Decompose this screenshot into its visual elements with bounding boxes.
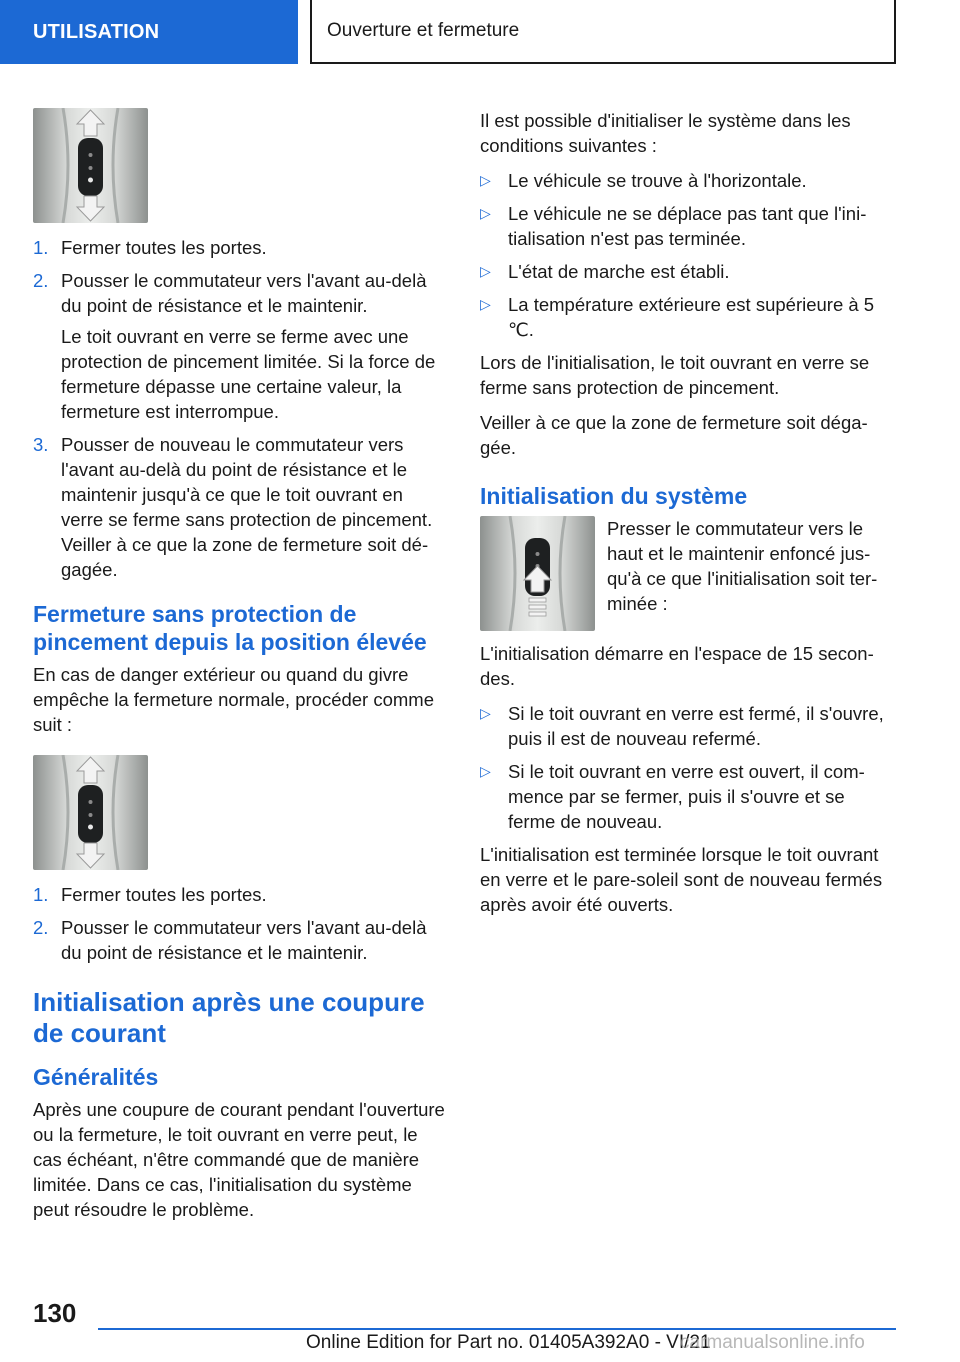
watermark-text: carmanualsonline.info [680,1332,865,1353]
list-item [480,292,894,342]
section-tab [0,0,298,64]
right-column [480,108,894,927]
list-item [33,268,447,424]
page-number: 130 [33,1298,77,1328]
step-number: 1. [33,884,49,905]
bullet-icon: ▷ [480,705,491,721]
bullet-text: Le véhicule ne se déplace pas tant que l'initialisation n'est pas terminée. [508,203,867,249]
left-column [33,108,447,1232]
bullet-text: Le véhicule se trouve à l'horizontale. [508,170,807,191]
list-item [480,201,894,251]
chapter-header [310,0,896,64]
switch-push-up-illustration [480,516,595,631]
bullet-icon: ▷ [480,296,491,312]
main-heading: Initialisation après une coupure de courant [33,987,425,1048]
section-heading: Initialisation du système [480,483,748,509]
bullet-icon: ▷ [480,263,491,279]
chapter-title: Ouverture et fermeture [327,20,520,41]
paragraph: Veiller à ce que la zone de fermeture soit dégagée. [480,412,868,458]
edition-text: Online Edition for Part no. 01405A392A0 - VI/21 [306,1332,711,1353]
list-item [33,235,447,260]
closing-steps-no-protection [33,882,447,965]
list-item [33,882,447,907]
closing-steps [33,235,447,582]
list-item [480,259,894,284]
paragraph: En cas de danger extérieur ou quand du givre empêche la fermeture normale, procéder comme suit : [33,664,435,735]
step-text: Pousser le commutateur vers l'avant au-delà du point de résistance et le maintenir. [61,270,427,316]
section-title: UTILISATION [33,20,160,43]
list-item [480,168,894,193]
bullet-text: La température extérieure est supérieure à 5 ℃. [508,294,875,340]
list-item [33,915,447,965]
bullet-text: Si le toit ouvrant en verre est fermé, il s'ouvre, puis il est de nouveau refermé. [508,703,884,749]
step-text: Pousser le commutateur vers l'avant au-delà du point de résistance et le maintenir. [61,917,427,963]
switch-push-forward-illustration [33,108,148,223]
step-text: Pousser de nouveau le commutateur vers l'avant au-delà du point de résistance et le maintenir jusqu'à ce que le toit ouvrant en verre se ferme sans protection de pincement. Veiller à ce que la zone de fermeture soit dégagée. [61,434,433,580]
list-item [33,432,447,582]
conditions-list [480,168,894,342]
step-text: Fermer toutes les portes. [61,884,267,905]
step-number: 2. [33,917,49,938]
section-heading: Fermeture sans protection de pincement depuis la position élevée [33,601,427,655]
figure-with-caption [480,516,894,631]
bullet-text: Si le toit ouvrant en verre est ouvert, il commence par se fermer, puis il s'ouvre et se ferme de nouveau. [508,761,865,832]
switch-push-forward-illustration [33,755,148,870]
initialisation-behaviour-list [480,701,894,834]
list-item [480,701,894,751]
step-note: Le toit ouvrant en verre se ferme avec une protection de pincement limitée. Si la force de fermeture dépasse une certaine valeur, la fermeture est interrompue. [61,326,436,422]
sub-heading: Généralités [33,1064,159,1090]
step-text: Fermer toutes les portes. [61,237,267,258]
step-number: 1. [33,237,49,258]
paragraph: Après une coupure de courant pendant l'ouverture ou la fermeture, le toit ouvrant en verre peut, le cas échéant, n'être commandé que de manière limitée. Dans ce cas, l'initialisation du système peut résoudre le problème. [33,1099,445,1220]
paragraph: Lors de l'initialisation, le toit ouvrant en verre se ferme sans protection de pincement. [480,352,870,398]
footer-divider [98,1328,896,1330]
list-item [480,759,894,834]
bullet-icon: ▷ [480,172,491,188]
figure-caption: Presser le commutateur vers le haut et le maintenir enfoncé jusqu'à ce que l'initialisation soit terminée : [607,518,878,614]
bullet-icon: ▷ [480,205,491,221]
step-number: 3. [33,434,49,455]
paragraph: L'initialisation démarre en l'espace de 15 secondes. [480,643,874,689]
paragraph: Il est possible d'initialiser le système dans les conditions suivantes : [480,110,851,156]
paragraph: L'initialisation est terminée lorsque le toit ouvrant en verre et le pare-soleil sont de nouveau fermés après avoir été ouverts. [480,844,883,915]
bullet-text: L'état de marche est établi. [508,261,730,282]
step-number: 2. [33,270,49,291]
bullet-icon: ▷ [480,763,491,779]
